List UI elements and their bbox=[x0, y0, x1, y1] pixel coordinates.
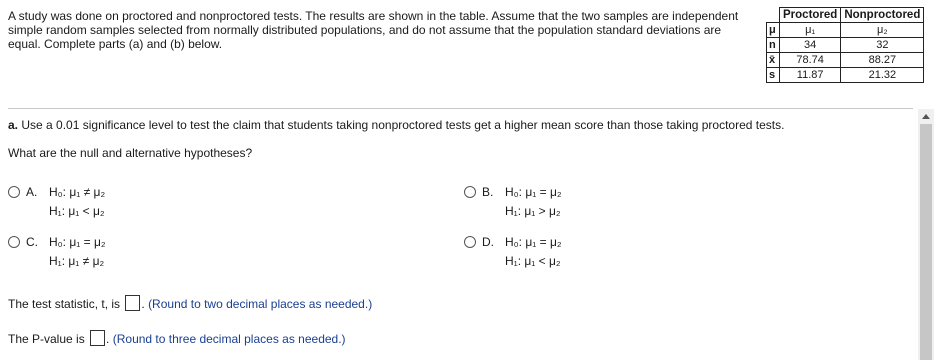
table-cell: 78.74 bbox=[780, 53, 841, 68]
header-proctored: Proctored bbox=[780, 8, 841, 23]
option-a-letter: A. bbox=[26, 185, 38, 199]
table-row bbox=[767, 53, 924, 68]
table-cell: 21.32 bbox=[841, 68, 924, 83]
table-cell: 11.87 bbox=[780, 68, 841, 83]
part-a-text: Use a 0.01 significance level to test the claim that students taking nonproctored tests get a higher mean score than those taking proctored tests. bbox=[21, 118, 785, 132]
option-b-radio[interactable] bbox=[464, 186, 476, 198]
vertical-scrollbar[interactable] bbox=[918, 109, 934, 360]
table-cell: μ₂ bbox=[841, 23, 924, 38]
header-nonproctored: Nonproctored bbox=[841, 8, 924, 23]
table-corner bbox=[767, 8, 780, 23]
option-a-h1: H₁: μ₁ < μ₂ bbox=[49, 204, 105, 218]
option-c-h0: H₀: μ₁ = μ₂ bbox=[49, 235, 106, 249]
table-cell: 88.27 bbox=[841, 53, 924, 68]
row-label: n bbox=[767, 38, 780, 53]
data-table bbox=[766, 7, 924, 83]
row-label: x̄ bbox=[767, 53, 780, 68]
option-d-h0: H₀: μ₁ = μ₂ bbox=[505, 235, 562, 249]
row-label: s bbox=[767, 68, 780, 83]
scroll-up-icon[interactable] bbox=[922, 114, 930, 119]
p-value-hint: (Round to three decimal places as needed.) bbox=[112, 332, 346, 346]
test-statistic-label: The test statistic, t, is bbox=[8, 297, 121, 311]
scrollbar-thumb[interactable] bbox=[920, 124, 932, 360]
table-cell: μ₁ bbox=[780, 23, 841, 38]
row-label: μ bbox=[767, 23, 780, 38]
table-cell: 34 bbox=[780, 38, 841, 53]
option-d-letter: D. bbox=[482, 235, 494, 249]
section-divider bbox=[8, 108, 913, 109]
table-row bbox=[767, 23, 924, 38]
option-d-h1: H₁: μ₁ < μ₂ bbox=[505, 254, 561, 268]
table-row bbox=[767, 38, 924, 53]
problem-intro: A study was done on proctored and nonproctored tests. The results are shown in the table. Assume that the two samples are independent simple random samples selected from normally distributed populations, and do not assume that the population standard deviations are equal. Complete parts (a) and (b) below. bbox=[8, 9, 739, 51]
p-value-label: The P-value is bbox=[8, 332, 85, 346]
test-statistic-row bbox=[8, 295, 372, 311]
test-statistic-input[interactable] bbox=[125, 295, 140, 311]
hypotheses-question: What are the null and alternative hypotheses? bbox=[8, 146, 253, 160]
option-c-radio[interactable] bbox=[8, 236, 20, 248]
option-d-radio[interactable] bbox=[464, 236, 476, 248]
p-value-row bbox=[8, 330, 346, 346]
option-b-letter: B. bbox=[482, 185, 494, 199]
option-c-letter: C. bbox=[26, 235, 38, 249]
part-a-prompt bbox=[8, 118, 784, 132]
table-cell: 32 bbox=[841, 38, 924, 53]
option-b-h0: H₀: μ₁ = μ₂ bbox=[505, 185, 562, 199]
table-row bbox=[767, 68, 924, 83]
test-statistic-hint: (Round to two decimal places as needed.) bbox=[148, 297, 373, 311]
p-value-period: . bbox=[106, 332, 110, 346]
p-value-input[interactable] bbox=[90, 330, 105, 346]
option-a-h0: H₀: μ₁ ≠ μ₂ bbox=[49, 185, 106, 199]
option-c-h1: H₁: μ₁ ≠ μ₂ bbox=[49, 254, 105, 268]
option-b-h1: H₁: μ₁ > μ₂ bbox=[505, 204, 561, 218]
option-a-radio[interactable] bbox=[8, 186, 20, 198]
test-statistic-period: . bbox=[141, 297, 145, 311]
part-a-label: a. bbox=[8, 118, 19, 132]
